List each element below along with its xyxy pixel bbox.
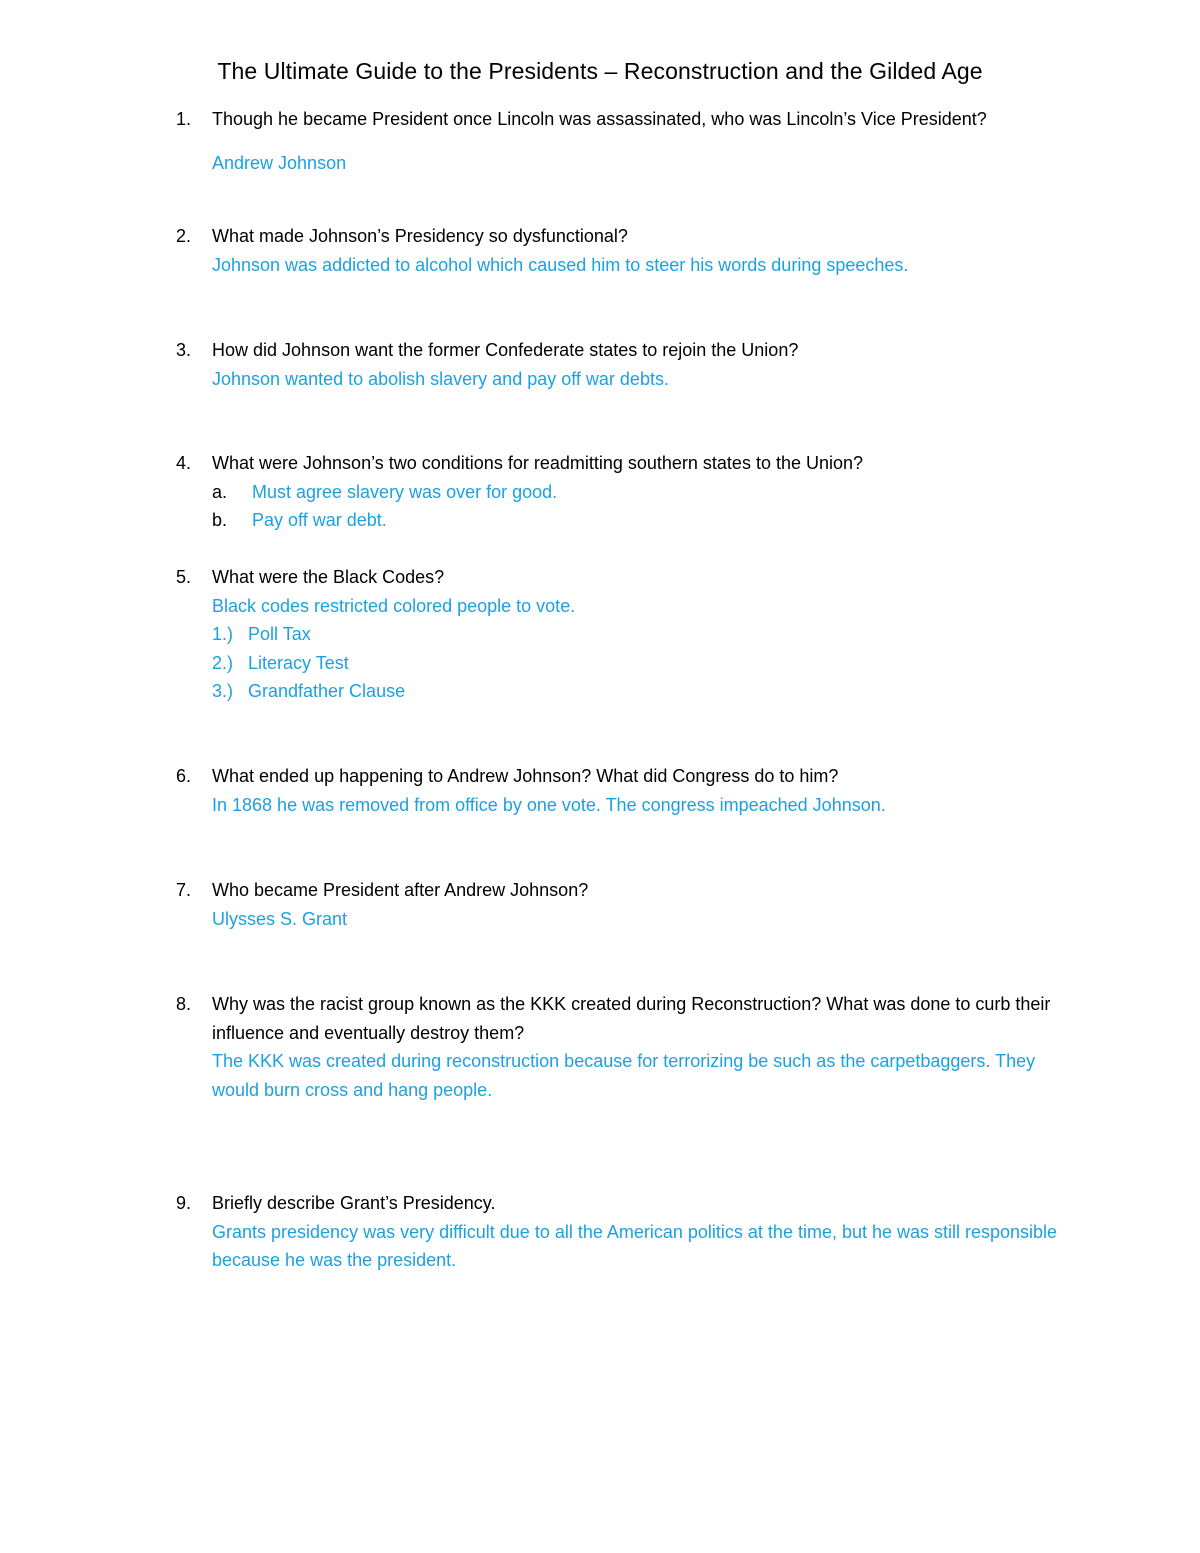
question-text: Who became President after Andrew Johnson? [212,880,589,900]
question-2 [176,222,1076,279]
question-number: 5. [176,567,192,587]
list-item [212,620,1076,649]
question-3 [176,336,1076,393]
question-number: 3. [176,340,192,360]
question-number: 2. [176,226,192,246]
question-1 [176,105,1076,177]
question-text: What ended up happening to Andrew Johnson? What did Congress do to him? [212,766,839,786]
list-item-text: Poll Tax [248,624,311,644]
question-number: 6. [176,766,192,786]
answer-text: Pay off war debt. [252,510,387,530]
answer-text: Andrew Johnson [212,152,347,173]
question-text: Briefly describe Grant’s Presidency. [212,1193,496,1213]
question-7 [176,876,1076,933]
question-6 [176,762,1076,819]
list-item-text: Grandfather Clause [248,681,406,701]
list-marker: 2.) [212,652,234,673]
question-text: What were the Black Codes? [212,567,445,587]
question-8 [176,990,1066,1104]
question-text: What made Johnson’s Presidency so dysfunctional? [212,226,628,246]
list-marker: a. [212,481,228,502]
question-number: 7. [176,880,192,900]
question-text: How did Johnson want the former Confederate states to rejoin the Union? [212,340,799,360]
list-marker: 3.) [212,681,234,701]
question-9 [176,1189,1066,1275]
question-number: 4. [176,453,192,473]
question-4 [176,449,1076,535]
list-item [212,649,1076,678]
list-item-text: Literacy Test [248,652,349,673]
list-marker: b. [212,510,228,530]
list-item [176,478,1076,507]
question-number: 1. [176,109,192,129]
answer-text: The KKK was created during reconstruction because for terrorizing be such as the carpetbaggers. They would burn cross and hang people. [212,1051,1036,1100]
answer-text: Must agree slavery was over for good. [252,481,558,502]
answer-text: Johnson wanted to abolish slavery and pay off war debts. [212,368,669,389]
question-number: 9. [176,1193,192,1213]
question-text: Though he became President once Lincoln was assassinated, who was Lincoln’s Vice President? [212,109,987,129]
answer-text: In 1868 he was removed from office by one vote. The congress impeached Johnson. [212,794,886,815]
answer-text: Ulysses S. Grant [212,908,348,929]
question-text: Why was the racist group known as the KKK created during Reconstruction? What was done to curb their influence and eventually destroy them? [212,994,1051,1043]
list-marker: 1.) [212,624,234,644]
question-number: 8. [176,994,192,1014]
page-title: The Ultimate Guide to the Presidents – Reconstruction and the Gilded Age [217,58,983,84]
question-text: What were Johnson’s two conditions for readmitting southern states to the Union? [212,453,864,473]
answer-text: Johnson was addicted to alcohol which caused him to steer his words during speeches. [212,254,909,275]
answer-text: Grants presidency was very difficult due to all the American politics at the time, but he was still responsible because he was the president. [212,1221,1058,1270]
answer-text: Black codes restricted colored people to vote. [212,595,576,616]
list-item [176,506,1076,535]
question-5 [176,563,1076,706]
list-item [212,677,1076,706]
